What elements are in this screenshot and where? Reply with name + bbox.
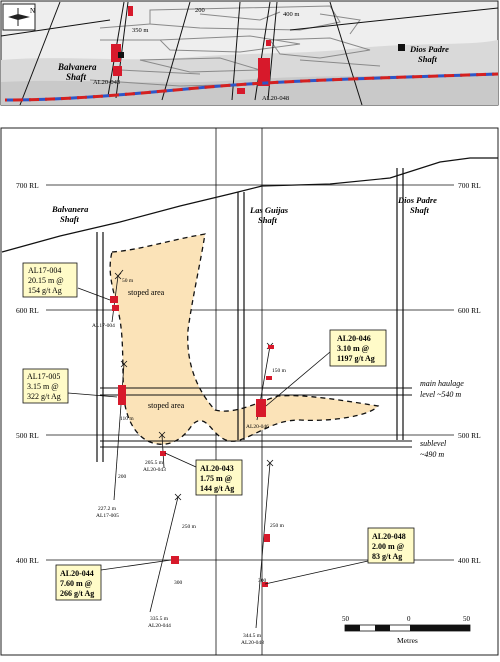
hole-depth-label: 110 m xyxy=(120,416,134,422)
callout-width: 20.15 m @ xyxy=(28,276,64,285)
shaft-label-balvanera: Balvanera xyxy=(52,204,89,214)
callout-width: 7.60 m @ xyxy=(60,579,93,588)
plan-map xyxy=(1,1,498,105)
callout-al20-043 xyxy=(196,460,242,495)
callout-width: 3.10 m @ xyxy=(337,344,370,353)
scale-seg xyxy=(410,625,470,631)
plan-label-balvanera: Balvanera Shaft xyxy=(58,62,97,82)
plan-label-diospadre: Dios Padre Shaft xyxy=(410,44,449,64)
callout-al20-046 xyxy=(330,330,386,366)
level-label-main-haulage: main haulage xyxy=(420,379,464,388)
stoped-area-label: stoped area xyxy=(148,401,185,410)
plan-collar-label: 400 m xyxy=(283,11,300,18)
hole-end-id: AL20-046 xyxy=(246,424,269,430)
rl-label-right: 400 RL xyxy=(458,556,481,565)
hole-depth-label: 250 m xyxy=(182,524,196,530)
shaft-label-diospadre-2: Shaft xyxy=(410,205,429,215)
plan-collar-label: 200 xyxy=(195,7,205,14)
hole-id-label: AL17-004 xyxy=(92,323,115,329)
plan-hole-label: AL20-043 xyxy=(93,79,121,86)
rl-label-left: 500 RL xyxy=(16,431,39,440)
scale-label-left: 50 xyxy=(342,615,349,623)
plan-shaft-diospadre-marker xyxy=(398,44,405,51)
rl-label-right: 600 RL xyxy=(458,306,481,315)
hole-depth-label: 300 xyxy=(174,580,183,586)
hole-end-id: AL17-005 xyxy=(96,513,119,519)
hole-end-depth: 205.5 m xyxy=(145,460,164,466)
hole-end-id: AL20-044 xyxy=(148,623,171,629)
north-arrow-label: N xyxy=(30,7,36,15)
plan-hole-label: AL20-048 xyxy=(262,95,290,102)
callout-hole-id: AL20-048 xyxy=(372,532,406,541)
callout-grade: 154 g/t Ag xyxy=(28,286,62,295)
callout-hole-id: AL17-004 xyxy=(28,266,62,275)
callout-hole-id: AL20-044 xyxy=(60,569,94,578)
callout-grade: 1197 g/t Ag xyxy=(337,354,375,363)
callout-width: 1.75 m @ xyxy=(200,474,233,483)
rl-label-right: 500 RL xyxy=(458,431,481,440)
hole-end-id: AL20-048 xyxy=(241,640,264,646)
level-label-main-haulage-depth: level ~540 m xyxy=(420,390,462,399)
scale-seg xyxy=(375,625,390,631)
plan-shaft-balvanera-marker xyxy=(118,52,124,58)
hole-end-id: AL20-043 xyxy=(143,467,166,473)
hole-depth-label: 150 m xyxy=(272,368,286,374)
callout-hole-id: AL20-043 xyxy=(200,464,234,473)
level-label-sublevel-depth: ~490 m xyxy=(420,450,445,459)
scale-label-mid: 0 xyxy=(407,615,411,623)
scale-seg xyxy=(345,625,360,631)
callout-width: 2.00 m @ xyxy=(372,542,405,551)
hole-depth-label: 250 m xyxy=(270,523,284,529)
scale-unit-label: Metres xyxy=(397,636,418,645)
level-label-sublevel: sublevel xyxy=(420,439,447,448)
callout-grade: 83 g/t Ag xyxy=(372,552,403,561)
callout-grade: 144 g/t Ag xyxy=(200,484,235,493)
hole-depth-label: 300 xyxy=(258,578,267,584)
callout-al20-048 xyxy=(368,528,414,563)
hole-end-depth: 344.5 m xyxy=(243,633,262,639)
scale-label-right: 50 xyxy=(463,615,470,623)
hole-depth-label: 200 xyxy=(118,474,127,480)
callout-al17-005 xyxy=(23,369,68,403)
callout-hole-id: AL17-005 xyxy=(27,372,61,381)
shaft-label-balvanera-2: Shaft xyxy=(60,214,79,224)
shaft-label-lasguijas-2: Shaft xyxy=(258,215,277,225)
callout-al20-044 xyxy=(56,565,101,600)
callout-width: 3.15 m @ xyxy=(27,382,59,391)
callout-hole-id: AL20-046 xyxy=(337,334,371,343)
rl-label-left: 600 RL xyxy=(16,306,39,315)
stoped-area-label: stoped area xyxy=(128,288,165,297)
rl-label-left: 700 RL xyxy=(16,181,39,190)
rl-label-right: 700 RL xyxy=(458,181,481,190)
north-arrow xyxy=(3,4,35,30)
rl-label-left: 400 RL xyxy=(16,556,39,565)
shaft-label-diospadre: Dios Padre xyxy=(398,195,437,205)
hole-end-depth: 335.5 m xyxy=(150,616,169,622)
plan-collar-label: 350 m xyxy=(132,27,149,34)
shaft-label-lasguijas: Las Guijas xyxy=(250,205,289,215)
callout-al17-004 xyxy=(23,263,77,297)
hole-end-depth: 227.2 m xyxy=(98,506,117,512)
hole-depth-label: 50 m xyxy=(122,278,134,284)
callout-grade: 266 g/t Ag xyxy=(60,589,95,598)
callout-grade: 322 g/t Ag xyxy=(27,392,61,401)
